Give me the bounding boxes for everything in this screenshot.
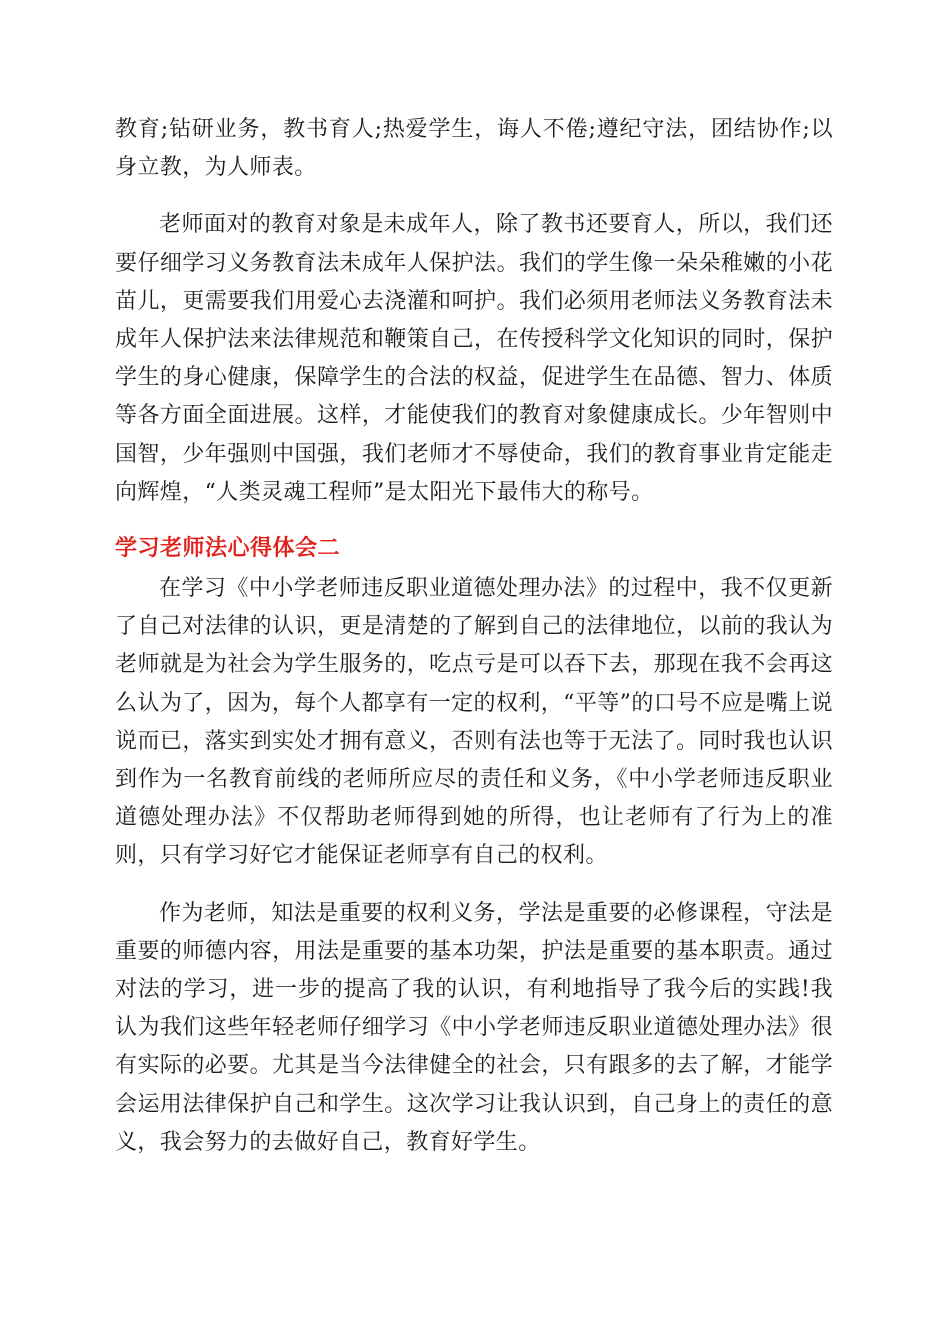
paragraph-education-objects: 老师面对的教育对象是未成年人，除了教书还要育人，所以，我们还要仔细学习义务教育法未成年人保护法。我们的学生像一朵朵稚嫩的小花苗儿，更需要我们用爱心去浇灌和呵护。我们必须用老师法义务教育法未成年人保护法来法律规范和鞭策自己，在传授科学文化知识的同时，保护学生的身心健康，保障学生的合法的权益，促进学生在品德、智力、体质等各方面全面进展。这样，才能使我们的教育对象健康成长。少年智则中国智，少年强则中国强，我们老师才不辱使命，我们的教育事业肯定能走向辉煌，“人类灵魂工程师”是太阳光下最伟大的称号。 bbox=[115, 212, 833, 505]
section-title: 学习老师法心得体会二 bbox=[115, 536, 341, 562]
document-body bbox=[115, 111, 833, 1162]
paragraph-teacher-duties: 作为老师，知法是重要的权利义务，学法是重要的必修课程，守法是重要的师德内容，用法是重要的基本功架，护法是重要的基本职责。通过对法的学习，进一步的提高了我的认识，有利地指导了我今后的实践!我认为我们这些年轻老师仔细学习《中小学老师违反职业道德处理办法》很有实际的必要。尤其是当今法律健全的社会，只有跟多的去了解，才能学会运用法律保护自己和学生。这次学习让我认识到，自己身上的责任的意义，我会努力的去做好自己，教育好学生。 bbox=[115, 900, 833, 1155]
paragraph-study-regulations: 在学习《中小学老师违反职业道德处理办法》的过程中，我不仅更新了自己对法律的认识，更是清楚的了解到自己的法律地位，以前的我认为老师就是为社会为学生服务的，吃点亏是可以吞下去，那现在我不会再这么认为了，因为，每个人都享有一定的权利，“平等”的口号不应是嘴上说说而已，落实到实处才拥有意义，否则有法也等于无法了。同时我也认识到作为一名教育前线的老师所应尽的责任和义务，《中小学老师违反职业道德处理办法》不仅帮助老师得到她的所得，也让老师有了行为上的准则，只有学习好它才能保证老师享有自己的权利。 bbox=[115, 576, 833, 869]
paragraph-continued: 教育;钻研业务，教书育人;热爱学生，诲人不倦;遵纪守法，团结协作;以身立教，为人师表。 bbox=[115, 117, 833, 181]
